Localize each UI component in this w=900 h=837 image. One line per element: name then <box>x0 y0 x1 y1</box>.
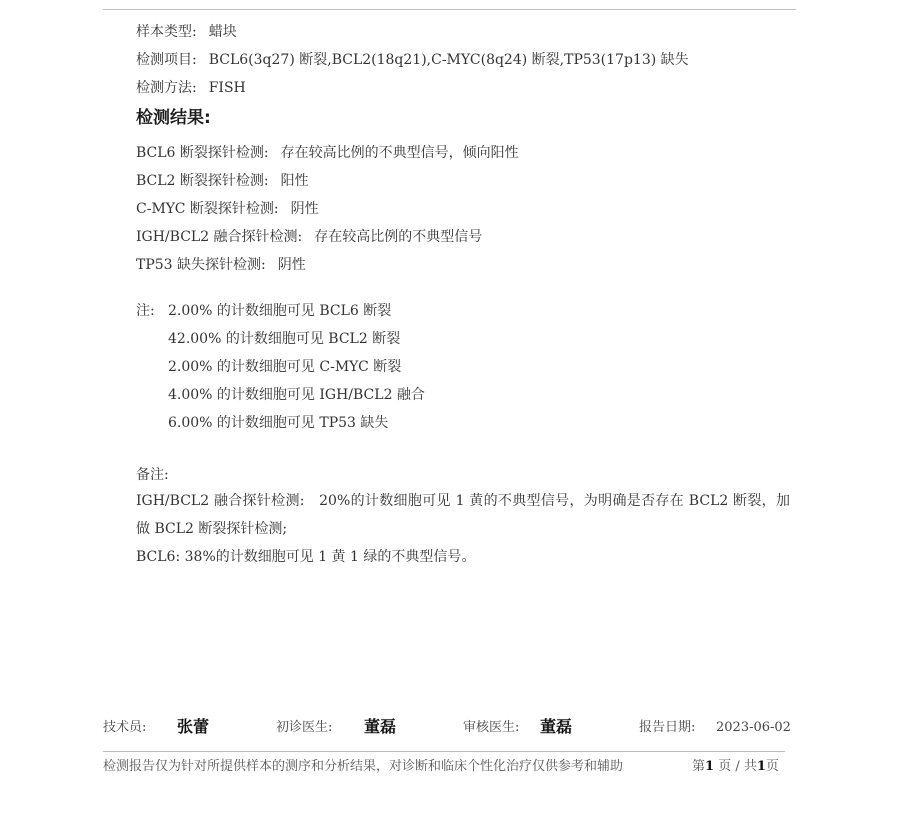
result-label: BCL2 断裂探针检测: <box>136 173 269 189</box>
note-line: 6.00% 的计数细胞可见 TP53 缺失 <box>168 415 389 431</box>
page-suffix: 页 <box>765 759 779 774</box>
note-line: 4.00% 的计数细胞可见 IGH/BCL2 融合 <box>168 387 425 403</box>
remark-paragraph-igh: IGH/BCL2 融合探针检测: 20%的计数细胞可见 1 黄的不典型信号，为明确是否存在 BCL2 断裂，加做 BCL2 断裂探针检测; <box>136 493 790 537</box>
sample-type-value: 蜡块 <box>208 24 237 40</box>
sample-type-row <box>136 22 237 42</box>
page-indicator <box>692 757 779 777</box>
result-label: TP53 缺失探针检测: <box>136 257 266 273</box>
footer-divider <box>103 751 785 752</box>
result-label: C-MYC 断裂探针检测: <box>136 201 279 217</box>
result-value: 阴性 <box>290 201 319 217</box>
initial-doctor-label: 初诊医生: <box>276 720 333 735</box>
result-value: 存在较高比例的不典型信号，倾向阳性 <box>280 145 519 161</box>
page-current: 1 <box>705 759 715 774</box>
note-line: 2.00% 的计数细胞可见 C-MYC 断裂 <box>168 359 402 375</box>
result-row <box>136 227 482 247</box>
reviewer-name: 董磊 <box>540 717 573 736</box>
result-row <box>136 143 519 163</box>
test-items-label: 检测项目: <box>136 52 197 68</box>
technician-name: 张蕾 <box>177 717 210 736</box>
test-items-row <box>136 50 689 70</box>
remarks-heading: 备注: <box>136 467 169 483</box>
note-line: 42.00% 的计数细胞可见 BCL2 断裂 <box>168 331 401 347</box>
reviewer-label: 审核医生: <box>463 720 520 735</box>
test-method-value: FISH <box>208 80 246 96</box>
note-prefix: 注: <box>136 303 155 319</box>
result-row <box>136 199 319 219</box>
initial-doctor-name: 董磊 <box>364 717 397 736</box>
result-row <box>136 171 309 191</box>
note-line: 2.00% 的计数细胞可见 BCL6 断裂 <box>168 303 392 319</box>
top-divider <box>103 9 796 10</box>
page-prefix: 第 <box>692 759 706 774</box>
page-total: 1 <box>756 759 766 774</box>
technician-label: 技术员: <box>103 720 147 735</box>
remark-paragraph-bcl6: BCL6: 38%的计数细胞可见 1 黄 1 绿的不典型信号。 <box>136 549 476 565</box>
test-items-value: BCL6(3q27) 断裂,BCL2(18q21),C-MYC(8q24) 断裂,TP53(17p13) 缺失 <box>208 52 689 68</box>
result-label: BCL6 断裂探针检测: <box>136 145 269 161</box>
sample-type-label: 样本类型: <box>136 24 197 40</box>
test-method-row <box>136 78 246 98</box>
result-value: 阴性 <box>277 257 306 273</box>
results-heading: 检测结果: <box>136 108 211 128</box>
result-value: 存在较高比例的不典型信号 <box>314 229 483 245</box>
test-method-label: 检测方法: <box>136 80 197 96</box>
result-label: IGH/BCL2 融合探针检测: <box>136 229 303 245</box>
result-row <box>136 255 306 275</box>
footer-disclaimer: 检测报告仅为针对所提供样本的测序和分析结果，对诊断和临床个性化治疗仅供参考和辅助 <box>103 759 624 774</box>
page-middle: 页 / 共 <box>718 759 757 774</box>
result-value: 阳性 <box>280 173 309 189</box>
report-date-label: 报告日期: <box>639 720 696 735</box>
report-date-value: 2023-06-02 <box>716 720 791 735</box>
